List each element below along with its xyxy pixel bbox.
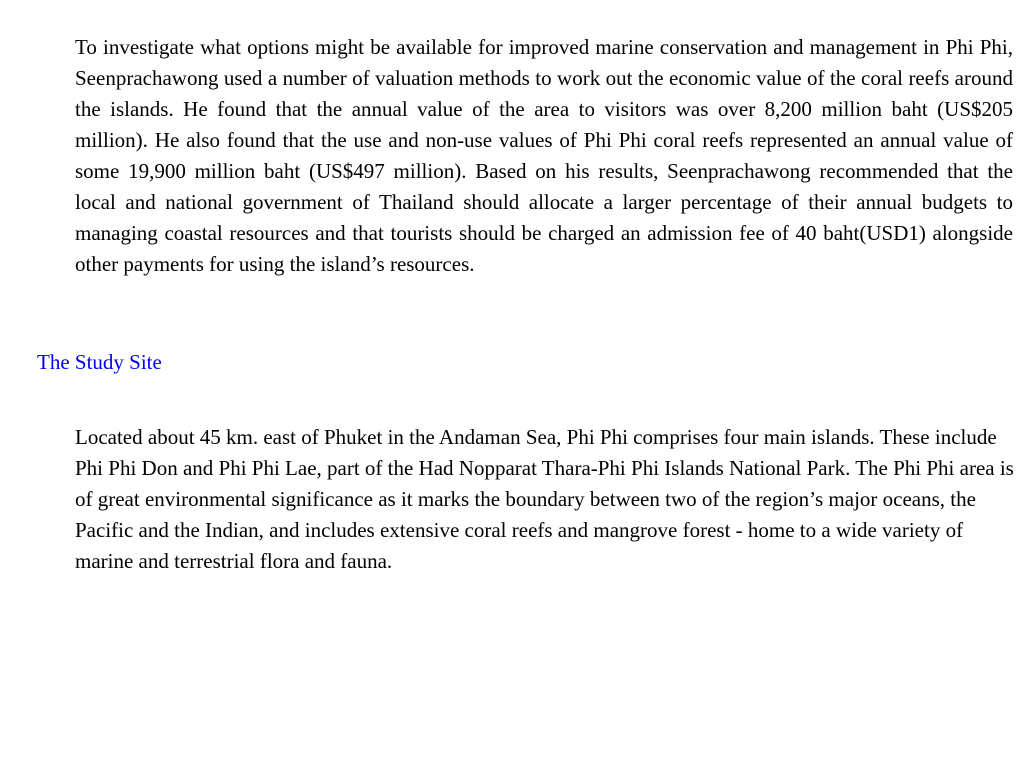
section-heading-study-site: The Study Site xyxy=(37,350,162,374)
valuation-paragraph: To investigate what options might be available for improved marine conservation and management in Phi Phi, Seenprachawong used a number of valuation methods to work out the economic value of the coral reefs around the islands. He found that the annual value of the area to visitors was over 8,200 million baht (US$205 million). He also found that the use and non-use values of Phi Phi coral reefs represented an annual value of some 19,900 million baht (US$497 million). Based on his results, Seenprachawong recommended that the local and national government of Thailand should allocate a larger percentage of their annual budgets to managing coastal resources and that tourists should be charged an admission fee of 40 baht(USD1) alongside other payments for using the island’s resources. xyxy=(75,35,1013,276)
study-site-paragraph: Located about 45 km. east of Phuket in the Andaman Sea, Phi Phi comprises four main islands. These include Phi Phi Don and Phi Phi Lae, part of the Had Nopparat Thara-Phi Phi Islands National Park. The Phi Phi area is of great environmental significance as it marks the boundary between two of the region’s major oceans, the Pacific and the Indian, and includes extensive coral reefs and mangrove forest - home to a wide variety of marine and terrestrial flora and fauna. xyxy=(75,425,1014,573)
